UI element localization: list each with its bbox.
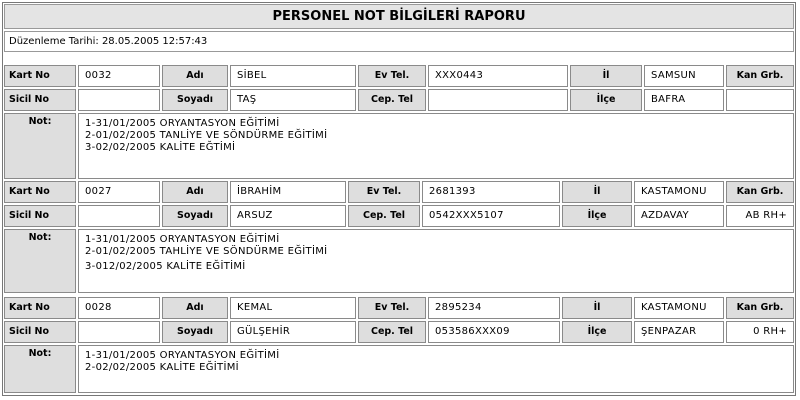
cep-tel-label: Cep. Tel: [348, 205, 420, 227]
note-line: 2-01/02/2005 TANLİYE VE SÖNDÜRME EĞİTİMİ: [85, 130, 328, 141]
kart-no-label: Kart No: [4, 65, 76, 87]
sicil-no-label: Sicil No: [4, 89, 76, 111]
il-value: KASTAMONU: [634, 181, 724, 203]
note-line: 3-012/02/2005 KALİTE EĞİTİMİ: [85, 261, 246, 272]
sicil-no-value: [78, 321, 160, 343]
edit-date-value: 28.05.2005 12:57:43: [101, 36, 208, 47]
kan-grb-value: AB RH+: [726, 205, 794, 227]
notes-value: [78, 345, 794, 393]
adi-label: Adı: [162, 65, 228, 87]
note-line: 1-31/01/2005 ORYANTASYON EĞİTİMİ: [85, 234, 280, 245]
sicil-no-label: Sicil No: [4, 321, 76, 343]
soyadi-value: TAŞ: [230, 89, 356, 111]
adi-value: İBRAHİM: [230, 181, 346, 203]
ilce-value: AZDAVAY: [634, 205, 724, 227]
note-line: 2-02/02/2005 KALİTE EĞİTİMİ: [85, 362, 239, 373]
soyadi-label: Soyadı: [162, 205, 228, 227]
kart-no-value: 0032: [78, 65, 160, 87]
kart-no-value: 0027: [78, 181, 160, 203]
not-label: Not:: [4, 113, 76, 179]
sicil-no-value: [78, 89, 160, 111]
cep-tel-value: 053586XXX09: [428, 321, 560, 343]
soyadi-label: Soyadı: [162, 89, 228, 111]
note-line: 3-02/02/2005 KALİTE EĞTİMİ: [85, 142, 236, 153]
kart-no-label: Kart No: [4, 297, 76, 319]
adi-label: Adı: [162, 181, 228, 203]
edit-date-row: [4, 31, 794, 52]
note-line: 1-31/01/2005 ORYANTASYON EĞİTİMİ: [85, 118, 280, 129]
report-title: PERSONEL NOT BİLGİLERİ RAPORU: [4, 4, 794, 29]
not-label: Not:: [4, 229, 76, 293]
cep-tel-label: Cep. Tel: [358, 89, 426, 111]
edit-date-label: Düzenleme Tarihi:: [9, 36, 99, 47]
il-value: KASTAMONU: [634, 297, 724, 319]
note-line: 2-01/02/2005 TAHLİYE VE SÖNDÜRME EĞİTİMİ: [85, 246, 328, 257]
sicil-no-label: Sicil No: [4, 205, 76, 227]
kan-grb-value: 0 RH+: [726, 321, 794, 343]
ilce-value: BAFRA: [644, 89, 724, 111]
adi-value: SİBEL: [230, 65, 356, 87]
not-label: Not:: [4, 345, 76, 393]
kart-no-value: 0028: [78, 297, 160, 319]
kan-grb-label: Kan Grb.: [726, 65, 794, 87]
sicil-no-value: [78, 205, 160, 227]
ev-tel-label: Ev Tel.: [358, 65, 426, 87]
kan-grb-label: Kan Grb.: [726, 297, 794, 319]
il-label: İl: [570, 65, 642, 87]
ilce-value: ŞENPAZAR: [634, 321, 724, 343]
notes-value: [78, 229, 794, 293]
note-line: 1-31/01/2005 ORYANTASYON EĞİTİMİ: [85, 350, 280, 361]
soyadi-value: ARSUZ: [230, 205, 346, 227]
il-label: İl: [562, 181, 632, 203]
adi-value: KEMAL: [230, 297, 356, 319]
soyadi-label: Soyadı: [162, 321, 228, 343]
kart-no-label: Kart No: [4, 181, 76, 203]
il-label: İl: [562, 297, 632, 319]
ev-tel-value: 2681393: [422, 181, 560, 203]
cep-tel-label: Cep. Tel: [358, 321, 426, 343]
cep-tel-value: [428, 89, 568, 111]
ev-tel-value: 2895234: [428, 297, 560, 319]
ilce-label: İlçe: [570, 89, 642, 111]
kan-grb-label: Kan Grb.: [726, 181, 794, 203]
notes-value: [78, 113, 794, 179]
kan-grb-value: [726, 89, 794, 111]
cep-tel-value: 0542XXX5107: [422, 205, 560, 227]
ev-tel-value: XXX0443: [428, 65, 568, 87]
ilce-label: İlçe: [562, 321, 632, 343]
soyadi-value: GÜLŞEHİR: [230, 321, 356, 343]
ev-tel-label: Ev Tel.: [348, 181, 420, 203]
adi-label: Adı: [162, 297, 228, 319]
ilce-label: İlçe: [562, 205, 632, 227]
ev-tel-label: Ev Tel.: [358, 297, 426, 319]
il-value: SAMSUN: [644, 65, 724, 87]
